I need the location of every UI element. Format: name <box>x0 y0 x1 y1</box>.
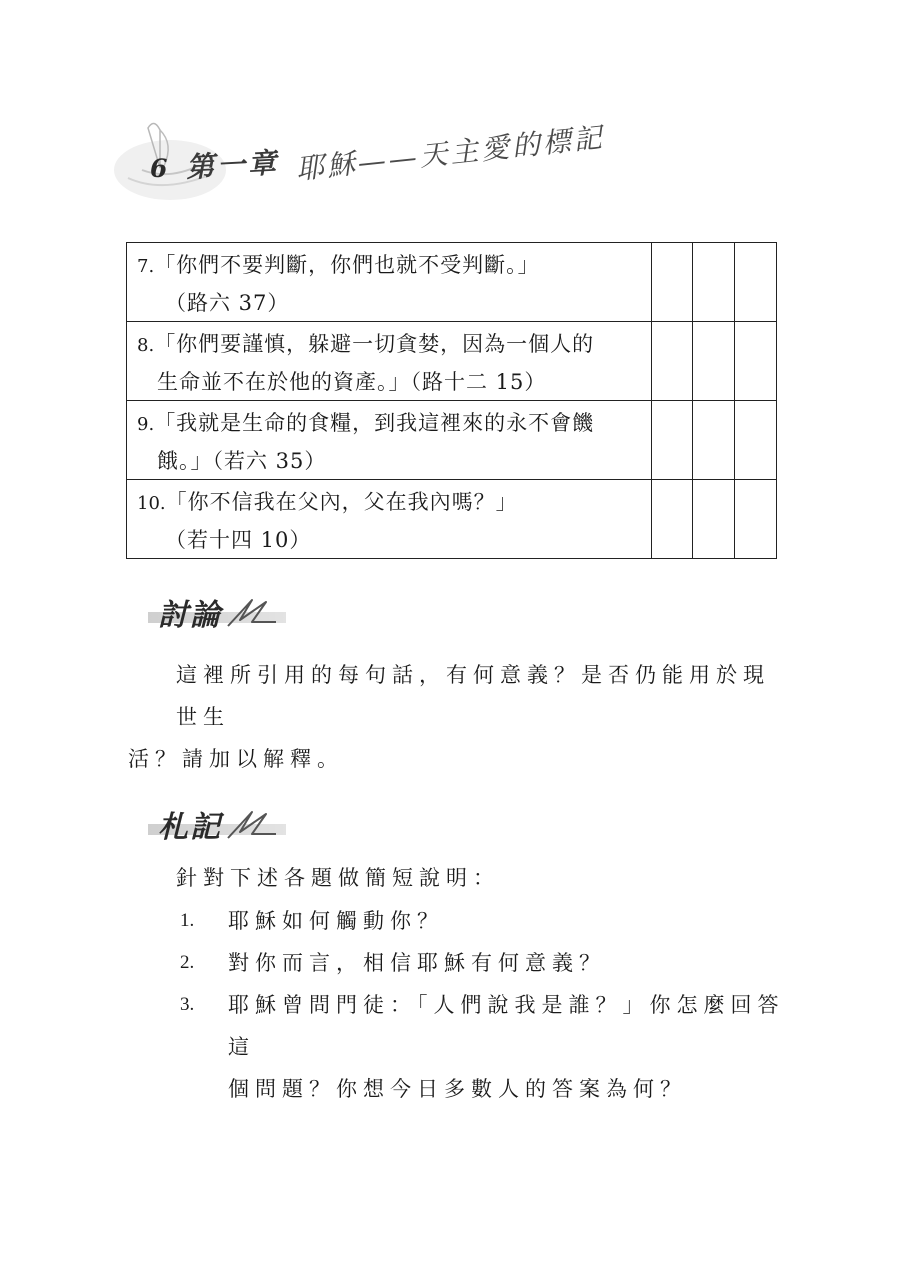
discussion-text <box>128 654 788 780</box>
item-text: 耶穌如何觸動你？ <box>228 909 444 933</box>
verse-cell <box>127 401 652 480</box>
pen-stroke-icon <box>222 804 282 844</box>
discussion-line: 活？請加以解釋。 <box>128 747 344 771</box>
check-box[interactable] <box>693 401 735 480</box>
check-box[interactable] <box>651 401 693 480</box>
verse-number: 7. <box>137 256 155 277</box>
item-number: 2. <box>180 952 195 973</box>
verse-reference: 生命並不在於他的資產。」（路十二 15） <box>157 370 547 394</box>
verse-text: 「你們不要判斷，你們也就不受判斷。」 <box>154 253 540 277</box>
notes-title: 札記 <box>158 810 222 845</box>
verse-number: 8. <box>137 335 155 356</box>
verse-cell <box>127 480 652 559</box>
item-text: 對你而言，相信耶穌有何意義？ <box>228 951 606 975</box>
table-row <box>127 401 777 480</box>
running-header <box>108 108 628 218</box>
item-text-continued: 個問題？你想今日多數人的答案為何？ <box>228 1077 687 1101</box>
table-row <box>127 322 777 401</box>
verse-reference: （若十四 10） <box>165 528 312 552</box>
table-row <box>127 243 777 322</box>
item-text: 耶穌曾問門徒：「人們說我是誰？」你怎麼回答這 <box>228 993 785 1059</box>
list-item <box>176 984 796 1110</box>
notes-heading <box>148 802 288 846</box>
check-box[interactable] <box>735 401 777 480</box>
verse-text: 「我就是生命的食糧，到我這裡來的永不會饑 <box>154 411 595 435</box>
discussion-title: 討論 <box>158 598 222 633</box>
verse-cell <box>127 243 652 322</box>
table-row <box>127 480 777 559</box>
verse-reference: （路六 37） <box>165 291 290 315</box>
verse-checklist-table <box>126 242 777 559</box>
check-box[interactable] <box>735 243 777 322</box>
check-box[interactable] <box>693 480 735 559</box>
verse-number: 9. <box>137 414 155 435</box>
check-box[interactable] <box>735 322 777 401</box>
chapter-title: 耶穌——天主愛的標記 <box>294 120 607 186</box>
verse-reference: 餓。」（若六 35） <box>157 449 327 473</box>
list-item <box>176 942 796 984</box>
discussion-heading <box>148 590 288 634</box>
notes-list <box>176 900 796 1110</box>
item-number: 1. <box>180 910 195 931</box>
list-item <box>176 900 796 942</box>
check-box[interactable] <box>651 243 693 322</box>
page-number: 6 <box>150 154 168 183</box>
notes-intro: 針對下述各題做簡短說明： <box>176 866 500 890</box>
discussion-line: 這裡所引用的每句話，有何意義？是否仍能用於現世生 <box>176 663 770 729</box>
verse-number: 10. <box>137 493 166 514</box>
verse-cell <box>127 322 652 401</box>
item-number: 3. <box>180 994 195 1015</box>
check-box[interactable] <box>735 480 777 559</box>
pen-stroke-icon <box>222 592 282 632</box>
check-box[interactable] <box>693 322 735 401</box>
check-box[interactable] <box>651 322 693 401</box>
verse-text: 「你們要謹慎，躲避一切貪婪，因為一個人的 <box>154 332 595 356</box>
check-box[interactable] <box>693 243 735 322</box>
chapter-label: 第一章 <box>185 146 280 184</box>
verse-text: 「你不信我在父內，父在我內嗎？」 <box>165 490 518 514</box>
check-box[interactable] <box>651 480 693 559</box>
